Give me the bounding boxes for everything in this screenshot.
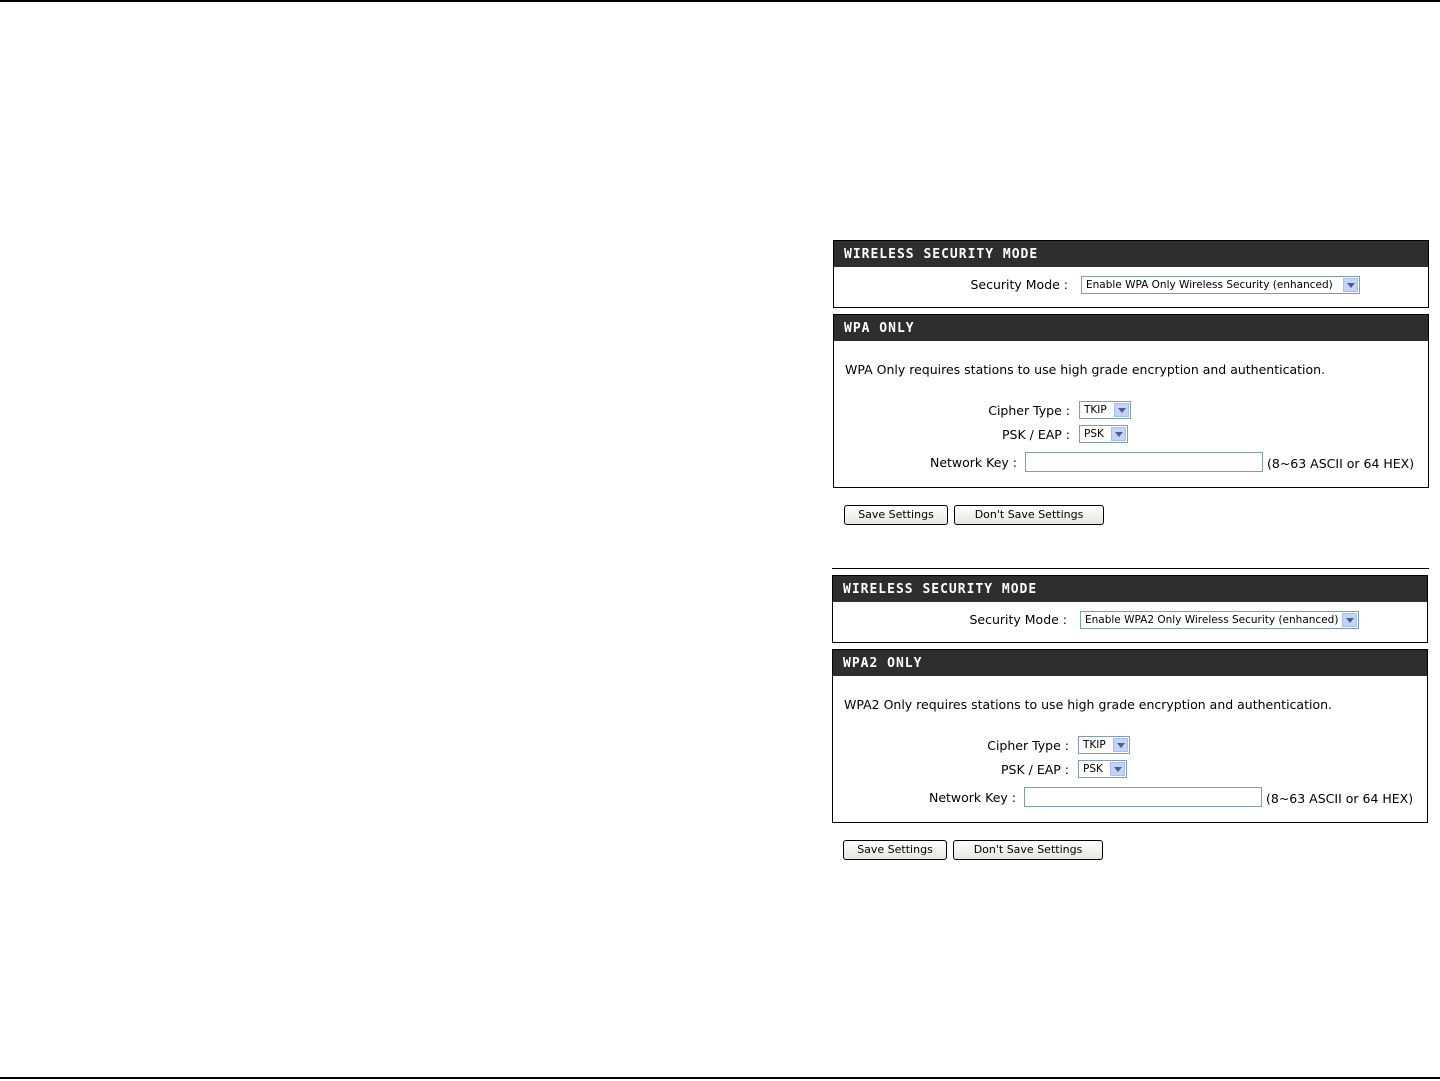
chevron-down-icon[interactable] bbox=[1342, 613, 1357, 627]
cipher-type-select[interactable] bbox=[1078, 736, 1130, 754]
page-top-rule bbox=[0, 0, 1440, 2]
cipher-type-value: TKIP bbox=[1083, 739, 1106, 751]
psk-eap-select[interactable] bbox=[1078, 760, 1127, 778]
security-mode-label: Security Mode : bbox=[969, 612, 1067, 627]
wpa-only-box bbox=[833, 314, 1429, 488]
section-header: WPA ONLY bbox=[834, 315, 1428, 341]
network-key-input[interactable] bbox=[1024, 787, 1262, 807]
section-header: WPA2 ONLY bbox=[833, 650, 1427, 676]
security-mode-select[interactable] bbox=[1080, 611, 1359, 629]
cipher-type-label: Cipher Type : bbox=[987, 738, 1069, 753]
chevron-down-icon[interactable] bbox=[1343, 278, 1358, 292]
cipher-type-label: Cipher Type : bbox=[988, 403, 1070, 418]
cipher-type-value: TKIP bbox=[1084, 404, 1107, 416]
section-header: WIRELESS SECURITY MODE bbox=[833, 576, 1427, 602]
wpa2-only-box bbox=[832, 649, 1428, 823]
save-settings-button[interactable]: Save Settings bbox=[843, 840, 947, 860]
network-key-label: Network Key : bbox=[928, 790, 1016, 805]
section-description: WPA2 Only requires stations to use high grade encryption and authentication. bbox=[844, 697, 1332, 712]
network-key-hint: (8~63 ASCII or 64 HEX) bbox=[1267, 456, 1415, 471]
wireless-security-mode-box bbox=[832, 575, 1428, 643]
network-key-hint: (8~63 ASCII or 64 HEX) bbox=[1266, 791, 1414, 806]
security-mode-value: Enable WPA2 Only Wireless Security (enhanced) bbox=[1085, 614, 1339, 626]
section-description: WPA Only requires stations to use high grade encryption and authentication. bbox=[845, 362, 1326, 377]
chevron-down-icon[interactable] bbox=[1110, 762, 1125, 776]
chevron-down-icon[interactable] bbox=[1113, 738, 1128, 752]
security-mode-select[interactable] bbox=[1081, 276, 1360, 294]
chevron-down-icon[interactable] bbox=[1114, 403, 1129, 417]
cipher-type-select[interactable] bbox=[1079, 401, 1131, 419]
psk-eap-label: PSK / EAP : bbox=[1002, 427, 1070, 442]
dont-save-settings-button[interactable]: Don't Save Settings bbox=[954, 505, 1104, 525]
dont-save-settings-button[interactable]: Don't Save Settings bbox=[953, 840, 1103, 860]
network-key-input[interactable] bbox=[1025, 452, 1263, 472]
psk-eap-value: PSK bbox=[1084, 428, 1104, 440]
network-key-label: Network Key : bbox=[929, 455, 1017, 470]
chevron-down-icon[interactable] bbox=[1111, 427, 1126, 441]
page-bottom-rule bbox=[0, 1077, 1440, 1079]
section-header: WIRELESS SECURITY MODE bbox=[834, 241, 1428, 267]
save-settings-button[interactable]: Save Settings bbox=[844, 505, 948, 525]
security-mode-label: Security Mode : bbox=[970, 277, 1068, 292]
section-divider bbox=[832, 568, 1429, 569]
wireless-security-mode-box bbox=[833, 240, 1429, 308]
psk-eap-select[interactable] bbox=[1079, 425, 1128, 443]
psk-eap-value: PSK bbox=[1083, 763, 1103, 775]
security-mode-value: Enable WPA Only Wireless Security (enhanced) bbox=[1086, 279, 1333, 291]
psk-eap-label: PSK / EAP : bbox=[1001, 762, 1069, 777]
